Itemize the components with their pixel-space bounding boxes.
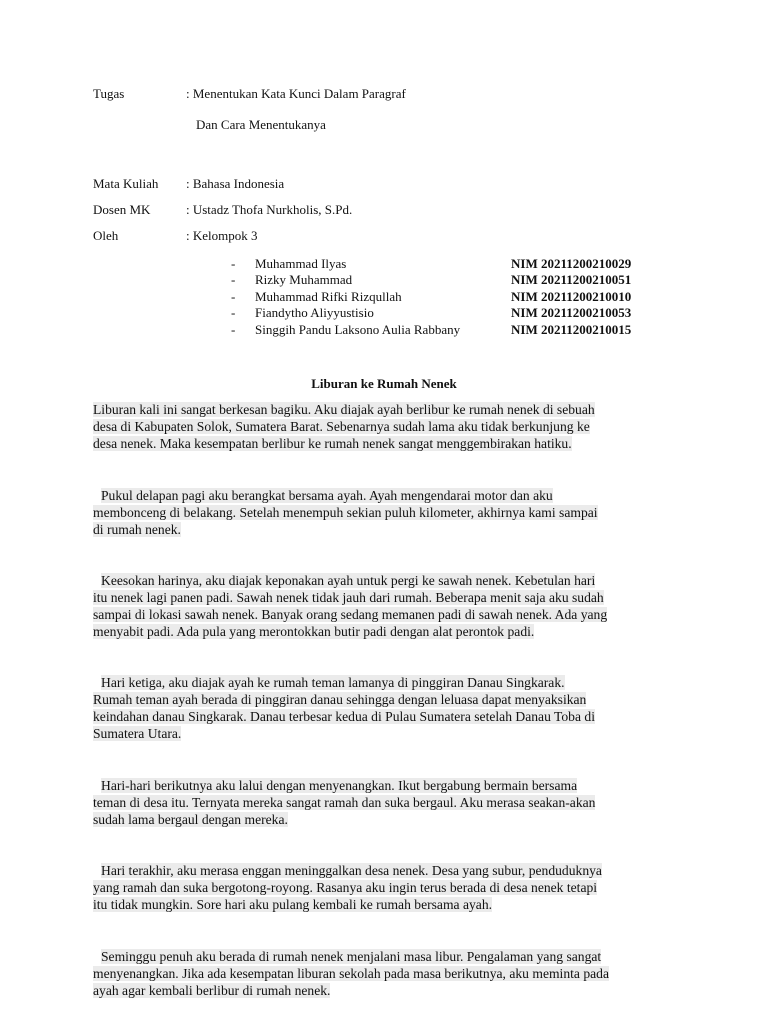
paragraph-line: sudah lama bergaul dengan mereka.: [93, 812, 288, 827]
tugas-value-continued: Dan Cara Menentukanya: [196, 117, 326, 132]
paragraph-line: Pukul delapan pagi aku berangkat bersama ayah. Ayah mengendarai motor dan aku: [101, 488, 553, 503]
paragraph-line: Rumah teman ayah berada di pinggiran danau sehingga dengan leluasa dapat menyaksikan: [93, 692, 587, 707]
paragraph-line: Hari-hari berikutnya aku lalui dengan menyenangkan. Ikut bergabung bermain bersama: [101, 778, 578, 793]
list-dash: -: [231, 256, 236, 271]
member-name: Rizky Muhammad: [255, 272, 353, 287]
paragraph-line: keindahan danau Singkarak. Danau terbesar kedua di Pulau Sumatera setelah Danau Toba di: [93, 709, 595, 724]
member-nim: NIM 20211200210051: [511, 272, 632, 287]
paragraph-5: [93, 777, 693, 828]
dosen-label: Dosen MK: [93, 202, 151, 217]
oleh-value: : Kelompok 3: [186, 228, 258, 243]
list-dash: -: [231, 272, 236, 287]
matkul-value: : Bahasa Indonesia: [186, 176, 285, 191]
paragraph-line: Sumatera Utara.: [93, 726, 182, 741]
member-name: Singgih Pandu Laksono Aulia Rabbany: [255, 322, 461, 337]
list-dash: -: [231, 289, 236, 304]
paragraph-line: Keesokan harinya, aku diajak keponakan ayah untuk pergi ke sawah nenek. Kebetulan hari: [101, 573, 596, 588]
paragraph-line: desa nenek. Maka kesempatan berlibur ke rumah nenek sangat menggembirakan hatiku.: [93, 436, 572, 451]
member-name: Muhammad Rifki Rizqullah: [255, 289, 402, 304]
paragraph-line: menyenangkan. Jika ada kesempatan liburan sekolah pada masa berikutnya, aku meminta pada: [93, 966, 609, 981]
paragraph-1: [93, 401, 693, 452]
member-nim: NIM 20211200210010: [511, 289, 632, 304]
paragraph-7: [93, 948, 693, 999]
paragraph-line: menyabit padi. Ada pula yang merontokkan butir padi dengan alat perontok padi.: [93, 624, 535, 639]
member-nim: NIM 20211200210015: [511, 322, 632, 337]
paragraph-2: [93, 487, 693, 538]
matkul-label: Mata Kuliah: [93, 176, 159, 191]
paragraph-4: [93, 674, 693, 742]
paragraph-6: [93, 862, 693, 913]
paragraph-line: Hari terakhir, aku merasa enggan meninggalkan desa nenek. Desa yang subur, penduduknya: [101, 863, 602, 878]
paragraph-line: Hari ketiga, aku diajak ayah ke rumah teman lamanya di pinggiran Danau Singkarak.: [101, 675, 565, 690]
list-dash: -: [231, 322, 236, 337]
tugas-value: : Menentukan Kata Kunci Dalam Paragraf: [186, 86, 406, 101]
paragraph-line: Seminggu penuh aku berada di rumah nenek menjalani masa libur. Pengalaman yang sangat: [101, 949, 602, 964]
paragraph-3: [93, 572, 693, 640]
paragraph-line: itu nenek lagi panen padi. Sawah nenek tidak jauh dari rumah. Beberapa menit saja aku sudah: [93, 590, 604, 605]
paragraph-line: sampai di lokasi sawah nenek. Banyak orang sedang memanen padi di sawah nenek. Ada yang: [93, 607, 608, 622]
paragraph-line: desa di Kabupaten Solok, Sumatera Barat. Sebenarnya sudah lama aku tidak berkunjung ke: [93, 419, 590, 434]
member-nim: NIM 20211200210053: [511, 305, 632, 320]
tugas-label: Tugas: [93, 86, 125, 101]
paragraph-line: yang ramah dan suka bergotong-royong. Rasanya aku ingin terus berada di desa nenek tetapi: [93, 880, 598, 895]
member-name: Fiandytho Aliyyustisio: [255, 305, 374, 320]
oleh-label: Oleh: [93, 228, 119, 243]
paragraph-line: itu tidak mungkin. Sore hari aku pulang kembali ke rumah bersama ayah.: [93, 897, 493, 912]
paragraph-line: membonceng di belakang. Setelah menempuh sekian puluh kilometer, akhirnya kami sampai: [93, 505, 598, 520]
dosen-value: : Ustadz Thofa Nurkholis, S.Pd.: [186, 202, 353, 217]
list-dash: -: [231, 305, 236, 320]
paragraph-line: di rumah nenek.: [93, 522, 181, 537]
member-nim: NIM 20211200210029: [511, 256, 632, 271]
paragraph-line: ayah agar kembali berlibur di rumah nenek.: [93, 983, 331, 998]
member-name: Muhammad Ilyas: [255, 256, 347, 271]
paragraph-line: Liburan kali ini sangat berkesan bagiku. Aku diajak ayah berlibur ke rumah nenek di sebuah: [93, 402, 595, 417]
paragraph-line: teman di desa itu. Ternyata mereka sangat ramah dan suka bergaul. Aku merasa seakan-akan: [93, 795, 596, 810]
story-title: Liburan ke Rumah Nenek: [311, 376, 457, 391]
